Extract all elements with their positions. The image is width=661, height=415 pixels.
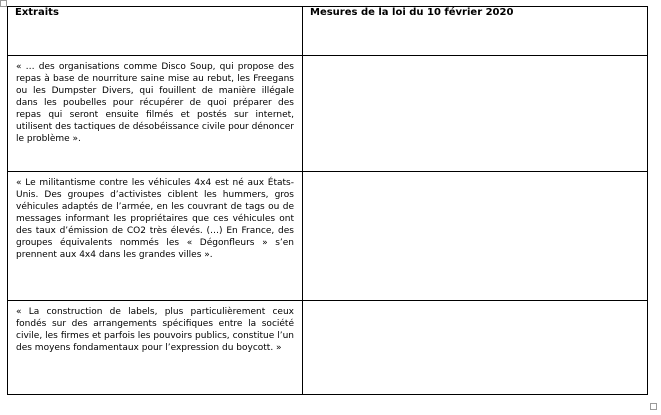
table-row <box>8 172 648 301</box>
answer-cell[interactable] <box>303 172 648 301</box>
table-resize-handle[interactable] <box>650 403 657 410</box>
header-mesures: Mesures de la loi du 10 février 2020 <box>303 7 648 56</box>
table-row <box>8 301 648 395</box>
header-extraits: Extraits <box>8 7 303 56</box>
extract-text: « … des organisations comme Disco Soup, qui propose des repas à base de nourriture saine mise au rebut, les Freegans ou les Dumpster Divers, qui fouillent de manière illégale dans les poubelles pour récupérer de quoi préparer des repas qui seront ensuite filmés et postés sur internet, utilisent des tactiques de désobéissance civile pour dénoncer le problème ». <box>16 62 294 144</box>
table-move-handle[interactable] <box>0 0 7 7</box>
extract-cell <box>8 172 303 301</box>
extract-cell <box>8 56 303 172</box>
extract-text: « Le militantisme contre les véhicules 4x4 est né aux États-Unis. Des groupes d’activistes ciblent les hummers, gros véhicules adaptés de l’armée, en les couvrant de tags ou de messages informant les propriétaires que ces véhicules ont des taux d’émission de CO2 très élevés. (…) En France, des groupes équivalents nommés les « Dégonfleurs » s’en prennent aux 4x4 dans les grandes villes ». <box>16 178 294 260</box>
extracts-table <box>7 6 648 395</box>
extract-text: « La construction de labels, plus particulièrement ceux fondés sur des arrangements spécifiques entre la société civile, les firmes et parfois les pouvoirs publics, constitue l’un des moyens fondamentaux pour l’expression du boycott. » <box>16 307 294 353</box>
answer-cell[interactable] <box>303 56 648 172</box>
table-row <box>8 56 648 172</box>
table-header-row <box>8 7 648 56</box>
answer-cell[interactable] <box>303 301 648 395</box>
extract-cell <box>8 301 303 395</box>
